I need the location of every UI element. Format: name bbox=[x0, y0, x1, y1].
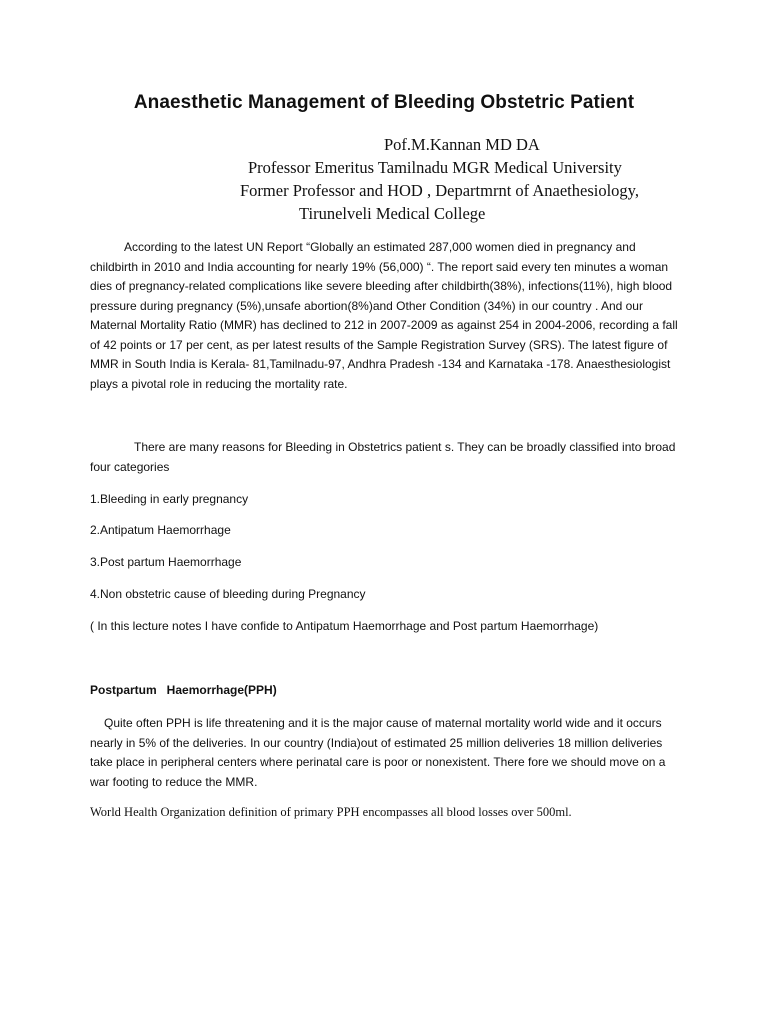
category-item-1: 1.Bleeding in early pregnancy bbox=[90, 492, 249, 506]
section-heading-pph: Postpartum Haemorrhage(PPH) bbox=[90, 683, 277, 697]
author-name: Pof.M.Kannan MD DA bbox=[384, 135, 540, 154]
category-item-3: 3.Post partum Haemorrhage bbox=[90, 555, 242, 569]
category-item-2: 2.Antipatum Haemorrhage bbox=[90, 523, 231, 537]
author-affiliation-emeritus: Professor Emeritus Tamilnadu MGR Medical University bbox=[248, 158, 622, 177]
reasons-paragraph: There are many reasons for Bleeding in Obstetrics patient s. They can be broadly classified into broad four categories bbox=[90, 440, 676, 474]
document-title: Anaesthetic Management of Bleeding Obstetric Patient bbox=[133, 92, 635, 113]
lecture-scope-note: ( In this lecture notes I have confide to Antipatum Haemorrhage and Post partum Haemorrhage) bbox=[90, 619, 599, 633]
author-affiliation-college: Tirunelveli Medical College bbox=[299, 204, 486, 223]
pph-paragraph: Quite often PPH is life threatening and it is the major cause of maternal mortality world wide and it occurs nearly in 5% of the deliveries. In our country (India)out of estimated 25 million deliveries 18 million deliveries take place in peripheral centers where perinatal care is poor or nonexistent. There fore we should move on a war footing to reduce the MMR. bbox=[90, 716, 666, 789]
author-affiliation-former: Former Professor and HOD , Departmrnt of Anaethesiology, bbox=[240, 181, 639, 200]
who-definition-line: World Health Organization definition of primary PPH encompasses all blood losses over 500ml. bbox=[90, 805, 572, 819]
category-item-4: 4.Non obstetric cause of bleeding during Pregnancy bbox=[90, 587, 366, 601]
intro-paragraph: According to the latest UN Report “Globally an estimated 287,000 women died in pregnancy and childbirth in 2010 and India accounting for nearly 19% (56,000) “. The report said every ten minutes a woman dies of pregnancy-related complications like severe bleeding after childbirth(38%), infections(11%), high blood pressure during pregnancy (5%),unsafe abortion(8%)and Other Condition (34%) in our country . And our Maternal Mortality Ratio (MMR) has declined to 212 in 2007-2009 as against 254 in 2004-2006, recording a fall of 42 points or 17 per cent, as per latest results of the Sample Registration Survey (SRS). The latest figure of MMR in South India is Kerala- 81,Tamilnadu-97, Andhra Pradesh -134 and Karnataka -178. Anaesthesiologist plays a pivotal role in reducing the mortality rate. bbox=[90, 240, 678, 391]
